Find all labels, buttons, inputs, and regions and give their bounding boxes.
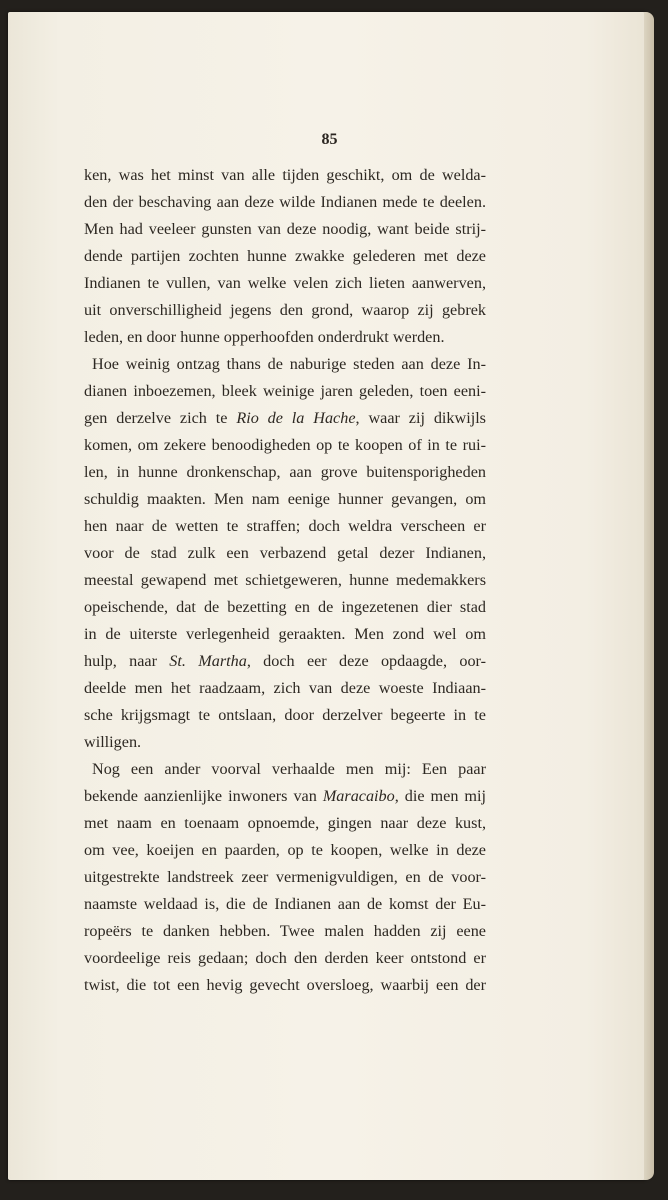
text-line — [84, 405, 486, 432]
text-line — [84, 756, 486, 783]
text-segment: opeischende, dat de bezetting en de ingezetenen dier stad — [84, 598, 486, 616]
text-line — [84, 351, 486, 378]
text-segment: , waar zij dikwijls — [355, 409, 486, 427]
text-segment: willigen. — [84, 733, 142, 751]
text-line — [84, 702, 486, 729]
text-segment: dianen inboezemen, bleek weinige jaren geleden, toen eeni- — [84, 382, 486, 400]
text-segment: deelde men het raadzaam, zich van deze woeste Indiaan- — [84, 679, 486, 697]
text-line — [84, 432, 486, 459]
text-line — [84, 837, 486, 864]
text-segment: len, in hunne dronkenschap, aan grove buitensporigheden — [84, 463, 486, 481]
text-line — [84, 540, 486, 567]
text-line — [84, 810, 486, 837]
text-line — [84, 729, 486, 756]
text-segment: twist, die tot een hevig gevecht oversloeg, waarbij een der — [84, 976, 486, 994]
text-segment: gen derzelve zich te — [84, 409, 237, 427]
text-segment: hulp, naar — [84, 652, 170, 670]
text-segment: leden, en door hunne opperhoofden onderdrukt werden. — [84, 328, 445, 346]
text-segment: , doch eer deze opdaagde, oor- — [246, 652, 486, 670]
text-segment: uit onverschilligheid jegens den grond, waarop zij gebrek — [84, 301, 486, 319]
text-line — [84, 891, 486, 918]
text-line — [84, 972, 486, 999]
text-segment: met naam en toenaam opnoemde, gingen naar deze kust, — [84, 814, 486, 832]
text-segment: meestal gewapend met schietgeweren, hunne medemakkers — [84, 571, 486, 589]
text-line — [84, 324, 486, 351]
text-segment: den der beschaving aan deze wilde Indianen mede te deelen. — [84, 193, 486, 211]
text-line — [84, 216, 486, 243]
text-segment: ropeërs te danken hebben. Twee malen hadden zij eene — [84, 922, 486, 940]
place-name: St. Martha — [169, 652, 247, 670]
text-segment: , die men mij — [394, 787, 487, 805]
text-line — [84, 513, 486, 540]
text-segment: naamste weldaad is, die de Indianen aan de komst der Eu- — [84, 895, 486, 913]
text-line — [84, 621, 486, 648]
text-segment: voordeelige reis gedaan; doch den derden keer ontstond er — [84, 949, 486, 967]
text-segment: Indianen te vullen, van welke velen zich lieten aanwerven, — [84, 274, 486, 292]
text-segment: sche krijgsmagt te ontslaan, door derzelver begeerte in te — [84, 706, 486, 724]
text-segment: in de uiterste verlegenheid geraakten. Men zond wel om — [84, 625, 486, 643]
book-page — [8, 12, 651, 1180]
page-number: 85 — [321, 131, 338, 148]
text-line — [84, 243, 486, 270]
text-line — [84, 162, 486, 189]
text-line — [84, 945, 486, 972]
text-segment: uitgestrekte landstreek zeer vermenigvuldigen, en de voor- — [84, 868, 486, 886]
text-segment: komen, om zekere benoodigheden op te koopen of in te rui- — [84, 436, 486, 454]
text-line — [84, 486, 486, 513]
text-segment: Men had veeleer gunsten van deze noodig, want beide strij- — [84, 220, 486, 238]
text-segment: schuldig maakten. Men nam eenige hunner gevangen, om — [84, 490, 486, 508]
text-line — [84, 648, 486, 675]
text-line — [84, 864, 486, 891]
text-line — [84, 189, 486, 216]
text-segment: hen naar de wetten te straffen; doch weldra verscheen er — [84, 517, 486, 535]
text-segment: Hoe weinig ontzag thans de naburige steden aan deze In- — [92, 355, 486, 373]
text-line — [84, 297, 486, 324]
page-edge — [644, 12, 654, 1180]
place-name: Rio de la Hache — [236, 409, 356, 427]
text-line — [84, 270, 486, 297]
text-segment: dende partijen zochten hunne zwakke gelederen met deze — [84, 247, 486, 265]
text-segment: Nog een ander voorval verhaalde men mij: Een paar — [92, 760, 486, 778]
text-line — [84, 459, 486, 486]
text-line — [84, 378, 486, 405]
text-line — [84, 567, 486, 594]
text-segment: voor de stad zulk een verbazend getal dezer Indianen, — [84, 544, 486, 562]
body-text — [84, 162, 486, 999]
text-line — [84, 675, 486, 702]
text-segment: ken, was het minst van alle tijden geschikt, om de welda- — [84, 166, 486, 184]
text-line — [84, 594, 486, 621]
place-name: Maracaibo — [322, 787, 395, 805]
text-segment: om vee, koeijen en paarden, op te koopen, welke in deze — [84, 841, 486, 859]
text-line — [84, 783, 486, 810]
text-segment: bekende aanzienlijke inwoners van — [84, 787, 323, 805]
text-line — [84, 918, 486, 945]
